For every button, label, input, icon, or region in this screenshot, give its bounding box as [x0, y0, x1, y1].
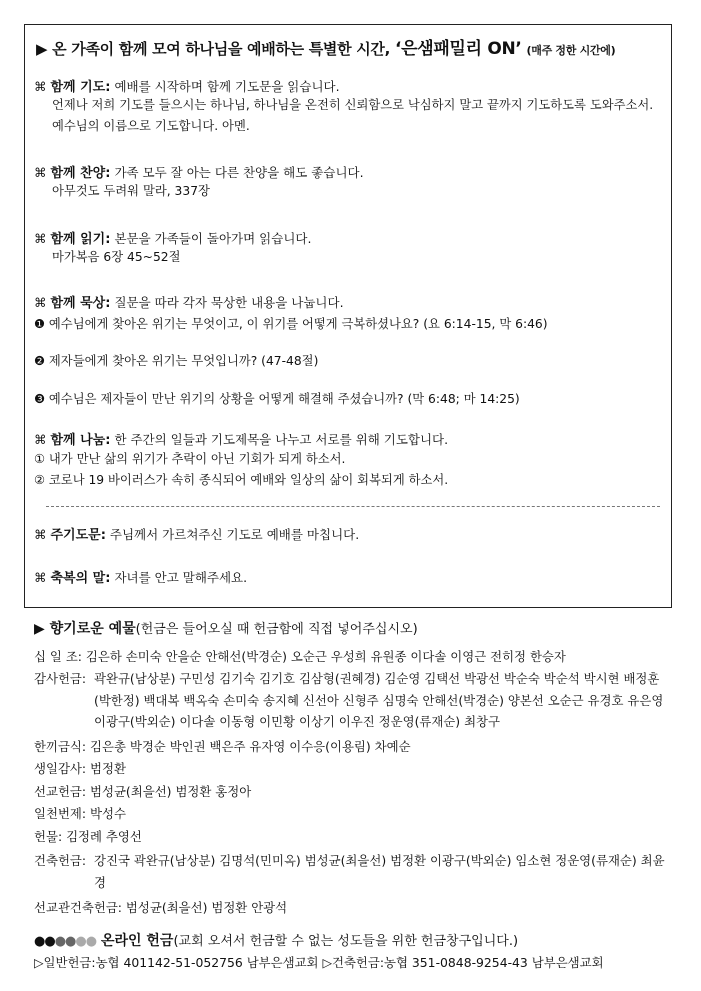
- offering-names: 범정환: [90, 761, 126, 776]
- reading-passage: 마가복음 6장 45~52절: [52, 250, 181, 264]
- online-subtitle: (교회 오셔서 헌금할 수 없는 성도들을 위한 헌금창구입니다.): [173, 934, 519, 949]
- section-label: 함께 찬양:: [50, 166, 111, 181]
- offering-row-tithe: [34, 646, 566, 668]
- online-title: 온라인 헌금: [100, 933, 174, 949]
- offering-label: 건축헌금:: [34, 853, 87, 868]
- section-lords-prayer: [34, 524, 359, 543]
- offering-row-building-label: [34, 850, 86, 872]
- sharing-item-2: ② 코로나 19 바이러스가 속히 종식되어 예배와 일상의 삶이 회복되게 하소서.: [34, 473, 449, 487]
- question-3: ❸ 예수님은 제자들이 만난 위기의 상황을 어떻게 해결해 주셨습니까? (막 6:48; 마 14:25): [34, 392, 520, 406]
- section-label: 함께 기도:: [50, 80, 111, 95]
- dots-decoration: ●●●●●●: [34, 934, 97, 949]
- question-2: ❷ 제자들에게 찾아온 위기는 무엇입니까? (47-48절): [34, 354, 319, 368]
- section-label: 함께 묵상:: [50, 296, 111, 311]
- title-name: ‘은샘패밀리 ON’: [394, 39, 522, 59]
- offering-names: 박성수: [90, 806, 126, 821]
- section-text: 자녀를 안고 말해주세요.: [114, 570, 248, 585]
- offering-row-mission-building: [34, 897, 287, 919]
- section-symbol: ⌘: [34, 570, 47, 585]
- offering-row-mission: [34, 781, 251, 803]
- offering-names: 범성균(최을선) 범정환 안광석: [125, 900, 288, 915]
- offering-names-building: 강진국 곽완규(남상분) 김명석(민미옥) 범성균(최을선) 범정환 이광구(박외순) 임소현 정운영(류재순) 최윤경: [94, 853, 665, 890]
- offering-label: 선교관건축헌금:: [34, 900, 122, 915]
- offering-row-gift: [34, 826, 142, 848]
- section-label: 함께 나눔:: [50, 433, 111, 448]
- section-prayer: [34, 76, 340, 95]
- online-offering-heading: [34, 930, 518, 950]
- offering-row-thousand: [34, 803, 126, 825]
- section-symbol: ⌘: [34, 79, 47, 94]
- offerings-subtitle: (헌금은 들어오실 때 헌금함에 직접 넣어주십시오): [135, 622, 418, 637]
- section-text: 가족 모두 잘 아는 다른 찬양을 해도 좋습니다.: [114, 165, 364, 180]
- section-symbol: ⌘: [34, 231, 47, 246]
- section-label: 함께 읽기:: [50, 232, 111, 247]
- section-symbol: ⌘: [34, 295, 47, 310]
- section-text: 한 주간의 일들과 기도제목을 나누고 서로를 위해 기도합니다.: [114, 432, 449, 447]
- offering-row-thanks-label: [34, 668, 86, 690]
- offerings-heading: [34, 618, 418, 638]
- section-symbol: ⌘: [34, 527, 47, 542]
- online-accounts: ▷일반헌금:농협 401142-51-052756 남부은샘교회 ▷건축헌금:농협 351-0848-9254-43 남부은샘교회: [34, 955, 604, 970]
- offering-label: 감사헌금:: [34, 671, 87, 686]
- question-1: ❶ 예수님에게 찾아온 위기는 무엇이고, 이 위기를 어떻게 극복하셨나요? (요 6:14-15, 막 6:46): [34, 317, 548, 331]
- offering-names: 김정례 추영선: [66, 829, 142, 844]
- section-symbol: ⌘: [34, 432, 47, 447]
- offering-label: 선교헌금:: [34, 784, 87, 799]
- offering-label: 한끼금식:: [34, 739, 87, 754]
- offering-label: 생일감사:: [34, 761, 87, 776]
- offering-names: 김은하 손미숙 안을순 안해선(박경순) 오순근 우성희 유원종 이다솔 이영근 전히정 한승자: [85, 649, 566, 664]
- section-meditation: [34, 292, 344, 311]
- section-text: 본문을 가족들이 돌아가며 읽습니다.: [114, 231, 312, 246]
- offering-label: 헌물:: [34, 829, 63, 844]
- offering-names-thanks: 곽완규(남상분) 구민성 김기숙 김기호 김삼형(권혜경) 김순영 김택선 박광선 박순숙 박순석 박시현 배정훈(박한정) 백대복 백옥숙 손미숙 송지혜 신선아 신형주 심명숙 안해선(박경순) 양본선 오순근 유경호 유은영 이광구(박외순) 이다솔 이동형 이민황 이상기 이우진 정운영(류재순) 최창구: [94, 671, 664, 729]
- prayer-text: 언제나 저희 기도를 들으시는 하나님, 하나님을 온전히 신뢰함으로 낙심하지 말고 끝까지 기도하도록 도와주소서. 예수님의 이름으로 기도합니다. 아멘.: [52, 98, 654, 133]
- offerings-title: ▶ 향기로운 예물: [34, 621, 136, 637]
- section-reading: [34, 228, 311, 247]
- section-text: 질문을 따라 각자 묵상한 내용을 나눕니다.: [114, 295, 344, 310]
- section-sharing: [34, 429, 448, 448]
- section-symbol: ⌘: [34, 165, 47, 180]
- offering-row-birthday: [34, 758, 126, 780]
- offering-label: 십 일 조:: [34, 649, 82, 664]
- section-praise: [34, 162, 364, 181]
- dashed-divider: [46, 506, 660, 507]
- title-suffix: (매주 정한 시간에): [526, 44, 616, 57]
- section-blessing: [34, 567, 247, 586]
- section-text: 주님께서 가르쳐주신 기도로 예배를 마칩니다.: [109, 527, 360, 542]
- section-text: 예배를 시작하며 함께 기도문을 읽습니다.: [114, 79, 340, 94]
- worship-title: [36, 34, 615, 59]
- offering-names: 김은총 박경순 박인권 백은주 유자영 이수응(이용림) 차예순: [90, 739, 411, 754]
- section-label: 축복의 말:: [50, 571, 111, 586]
- title-prefix: ▶ 온 가족이 함께 모여 하나님을 예배하는 특별한 시간,: [36, 40, 391, 58]
- offering-label: 일천번제:: [34, 806, 87, 821]
- offering-row-fasting: [34, 736, 411, 758]
- section-label: 주기도문:: [50, 528, 106, 543]
- praise-song: 아무것도 두려워 말라, 337장: [52, 184, 210, 198]
- sharing-item-1: ① 내가 만난 삶의 위기가 추락이 아닌 기회가 되게 하소서.: [34, 452, 346, 466]
- offering-names: 범성균(최을선) 범정환 홍정아: [90, 784, 252, 799]
